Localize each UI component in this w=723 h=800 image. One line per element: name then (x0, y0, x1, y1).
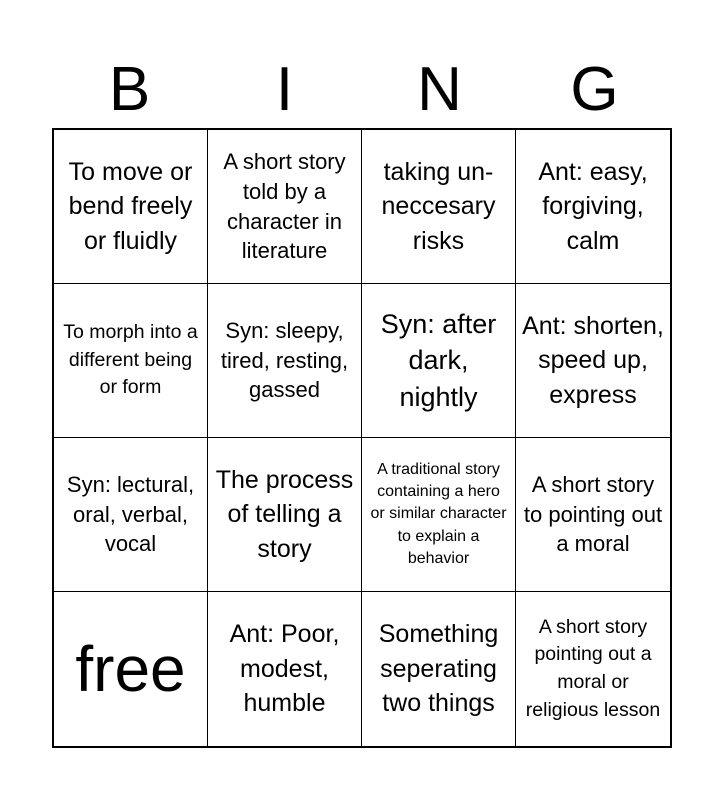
cell-text: Syn: after dark, nightly (380, 308, 497, 412)
cell-text: A traditional story containing a hero or similar character to explain a behavior (370, 460, 507, 568)
cell-text: A short story to pointing out a moral (523, 471, 663, 557)
bingo-cell-r2-c3[interactable] (362, 284, 516, 438)
cell-text: Syn: lectural, oral, verbal, vocal (66, 471, 195, 557)
bingo-cell-r2-c4[interactable] (516, 284, 670, 438)
bingo-cell-r1-c4[interactable] (516, 130, 670, 284)
cell-text: taking un-neccesary risks (381, 157, 496, 255)
bingo-cell-r3-c1[interactable] (54, 438, 208, 592)
bingo-card-grid (52, 128, 672, 748)
cell-text: A short story pointing out a moral or religious lesson (525, 615, 661, 721)
bingo-cell-r1-c1[interactable] (54, 130, 208, 284)
bingo-cell-r4-c2[interactable] (208, 592, 362, 746)
bingo-cell-r3-c4[interactable] (516, 438, 670, 592)
bingo-cell-r4-c3[interactable] (362, 592, 516, 746)
bingo-cell-r4-c4[interactable] (516, 592, 670, 746)
header-letter-i: I (275, 55, 294, 124)
bingo-cell-r3-c2[interactable] (208, 438, 362, 592)
bingo-cell-r2-c2[interactable] (208, 284, 362, 438)
cell-text: free (75, 633, 186, 705)
cell-text: To move or bend freely or fluidly (68, 157, 193, 255)
cell-text: Syn: sleepy, tired, resting, gassed (220, 317, 349, 403)
bingo-cell-r2-c1[interactable] (54, 284, 208, 438)
cell-text: A short story told by a character in literature (223, 148, 346, 264)
header-letter-g: G (570, 55, 619, 124)
bingo-cell-r1-c3[interactable] (362, 130, 516, 284)
cell-text: Ant: Poor, modest, humble (229, 620, 340, 718)
bingo-cell-free[interactable] (54, 592, 208, 746)
cell-text: The process of telling a story (215, 465, 354, 563)
cell-text: To morph into a different being or form (63, 320, 198, 399)
bingo-cell-r1-c2[interactable] (208, 130, 362, 284)
cell-text: Ant: easy, forgiving, calm (538, 157, 648, 255)
bingo-header (52, 52, 672, 128)
header-letter-b: B (108, 55, 151, 124)
cell-text: Ant: shorten, speed up, express (522, 311, 664, 409)
cell-text: Something seperating two things (378, 620, 499, 718)
header-letter-n: N (417, 55, 462, 124)
bingo-cell-r3-c3[interactable] (362, 438, 516, 592)
